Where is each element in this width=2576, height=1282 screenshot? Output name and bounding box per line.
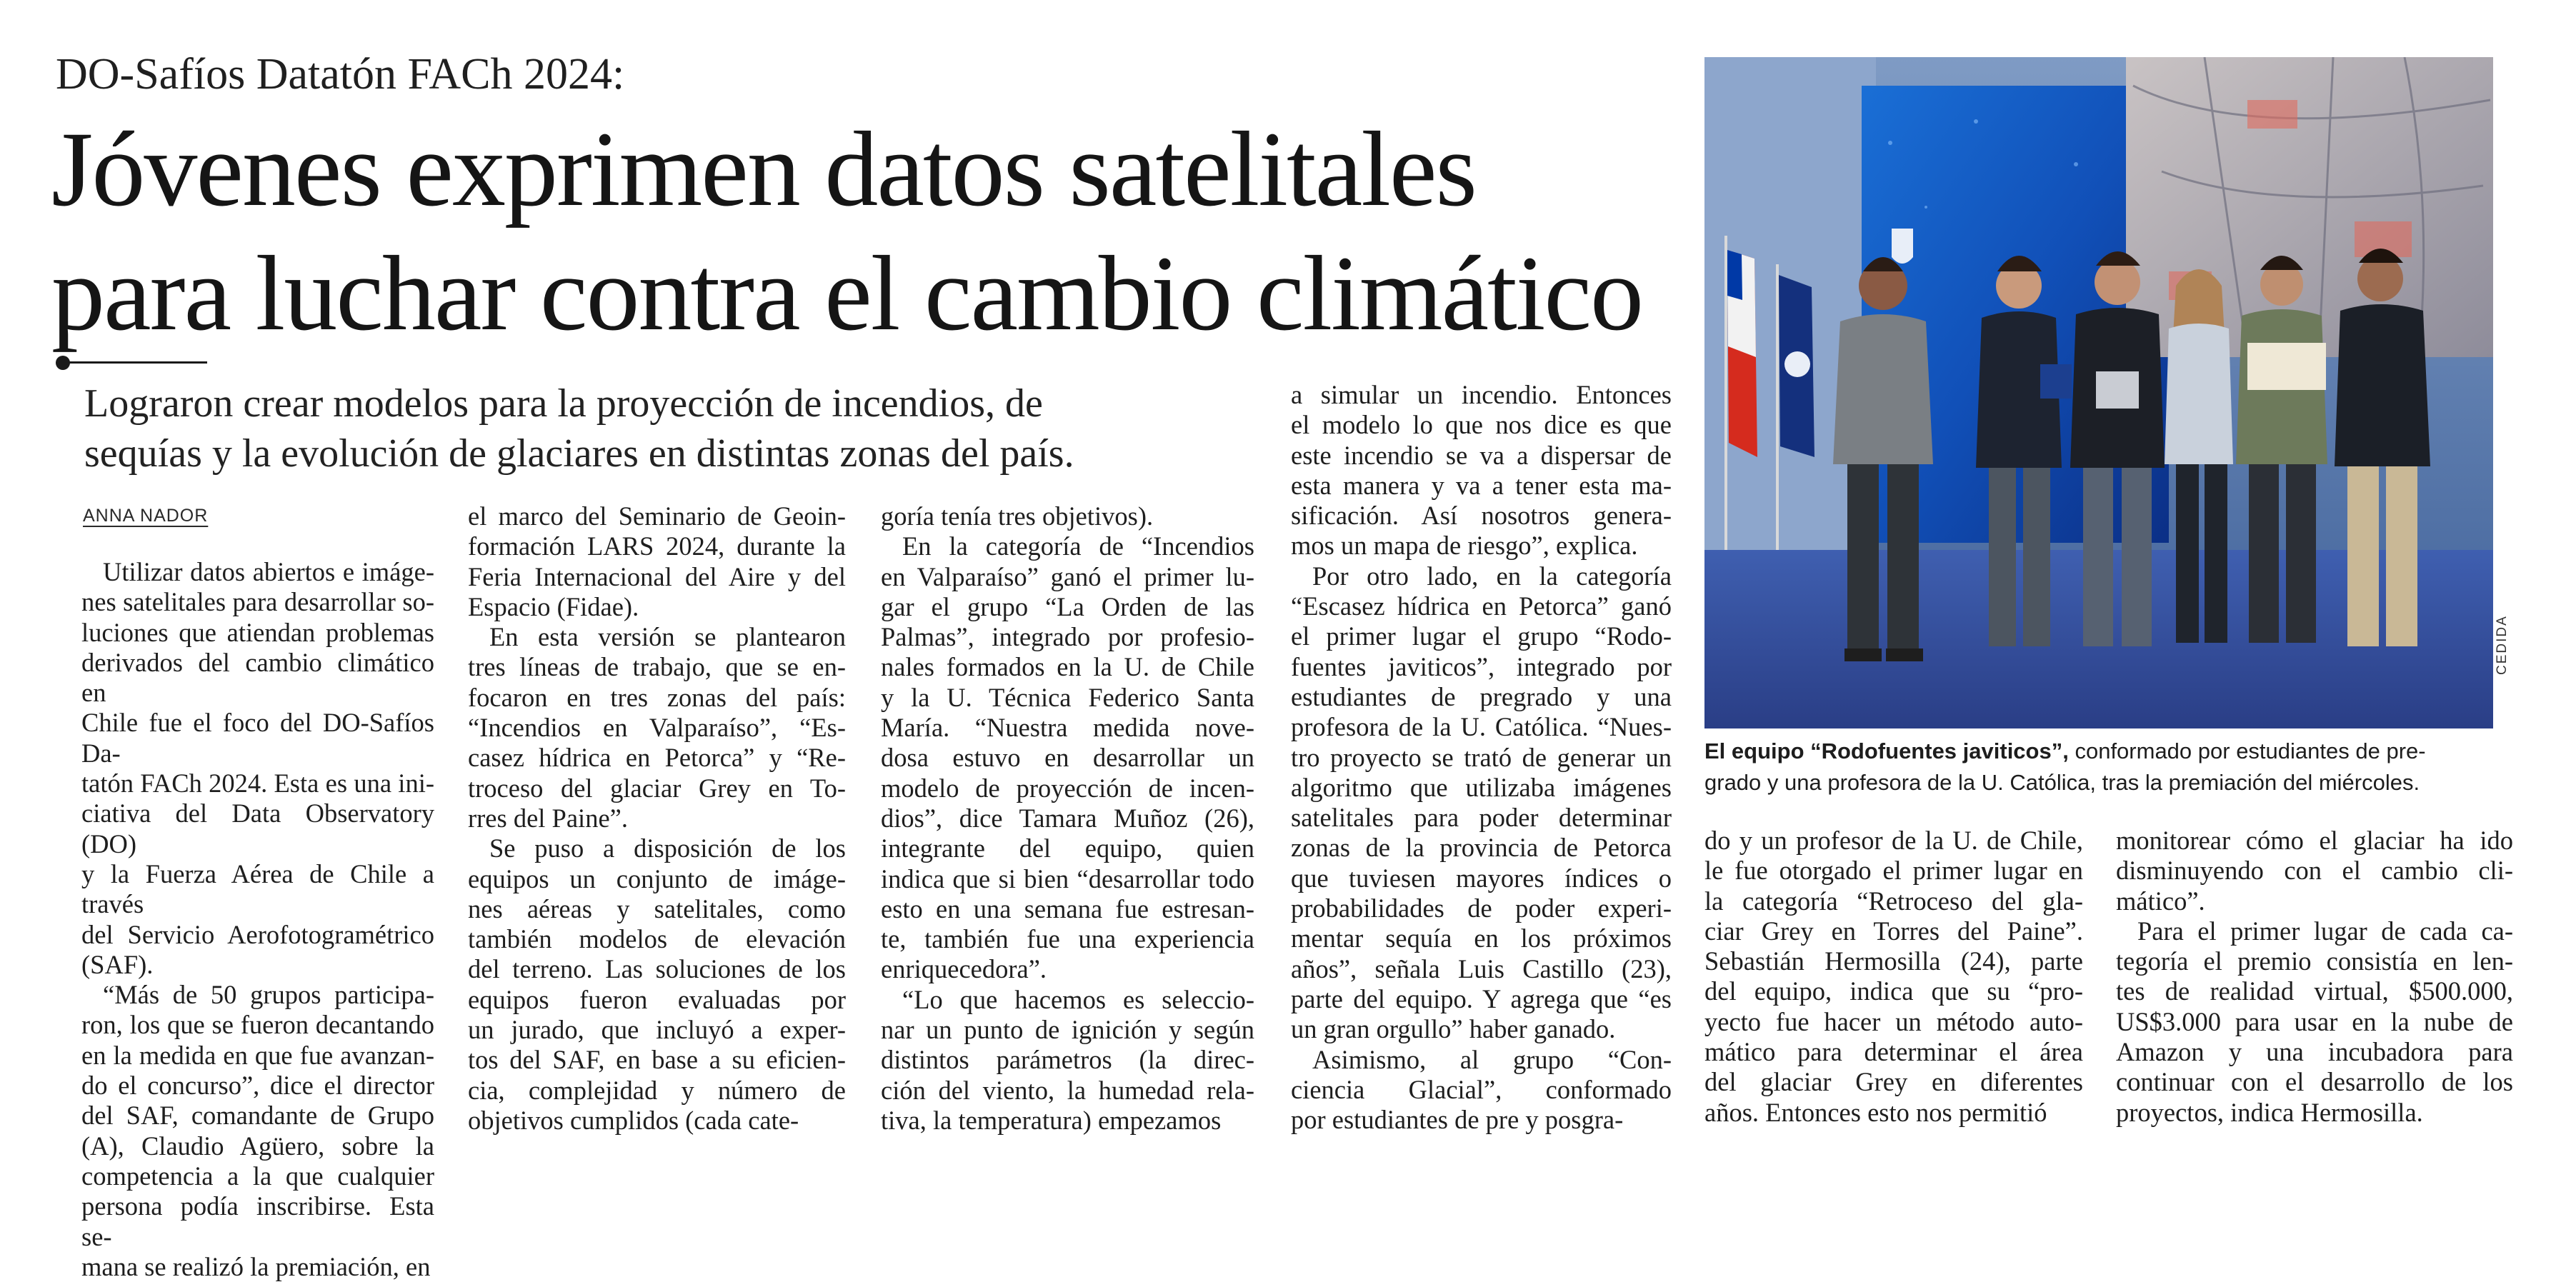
paragraph xyxy=(468,833,846,1136)
text-line: dios”, dice Tamara Muñoz (26), xyxy=(881,803,1254,833)
caption-bold: El equipo “Rodofuentes javiticos”, xyxy=(1704,738,2069,763)
text-line: nes aéreas y satelitales, como xyxy=(468,893,846,923)
text-line: y la U. Técnica Federico Santa xyxy=(881,682,1254,712)
paragraph xyxy=(2116,916,2513,1128)
text-line: tes de realidad virtual, $500.000, xyxy=(2116,976,2513,1006)
text-line: tro proyecto se trató de generar un xyxy=(1291,742,1672,772)
text-line: el modelo lo que nos dice es que xyxy=(1291,410,1672,440)
text-line: mático para determinar el área xyxy=(1704,1037,2083,1067)
text-line: del Servicio Aerofotogramétrico xyxy=(81,919,434,949)
paragraph xyxy=(1291,561,1672,1045)
text-line: do y un profesor de la U. de Chile, xyxy=(1704,826,2083,855)
paragraph xyxy=(881,531,1254,984)
text-line: del SAF, comandante de Grupo xyxy=(81,1101,434,1131)
text-line: profesora de la U. Católica. “Nues- xyxy=(1291,712,1672,742)
text-line: Utilizar datos abiertos e imáge- xyxy=(103,557,434,586)
text-line: yecto fue hacer un método auto- xyxy=(1704,1006,2083,1036)
text-line: la categoría “Retroceso del gla- xyxy=(1704,886,2083,916)
text-line: (SAF). xyxy=(81,949,154,979)
text-line: integrante del equipo, quien xyxy=(881,833,1254,863)
text-line: el marco del Seminario de Geoin- xyxy=(468,501,846,531)
photo-caption xyxy=(1704,736,2497,798)
text-line: indica que si bien “desarrollar todo xyxy=(881,863,1254,893)
text-line: parte del equipo. Y agrega que “es xyxy=(1291,983,1672,1013)
text-line: “Lo que hacemos es seleccio- xyxy=(902,984,1254,1014)
text-line: ción del viento, la humedad rela- xyxy=(881,1075,1254,1105)
text-line: US$3.000 para usar en la nube de xyxy=(2116,1006,2513,1036)
text-line: por estudiantes de pre y posgra- xyxy=(1291,1105,1624,1135)
photo-credit: CEDIDA xyxy=(2495,615,2510,675)
text-line: también modelos de elevación xyxy=(468,924,846,954)
text-column-1 xyxy=(81,557,434,1282)
paragraph xyxy=(1704,826,2083,1128)
text-line: nar un punto de ignición y según xyxy=(881,1015,1254,1045)
text-line: Para el primer lugar de cada ca- xyxy=(2137,916,2513,946)
headline-line: Jóvenes exprimen datos satelitales xyxy=(51,110,1476,229)
photo-illustration xyxy=(1704,57,2493,728)
text-line: esta manera y va a tener esta ma- xyxy=(1291,470,1672,500)
text-line: mos un mapa de riesgo”, explica. xyxy=(1291,531,1638,561)
text-column-4 xyxy=(1291,380,1672,1135)
text-line: “Incendios en Valparaíso”, “Es- xyxy=(468,713,846,743)
text-line: Chile fue el foco del DO-Safíos Da- xyxy=(81,708,434,768)
text-line: un gran orgullo” haber ganado. xyxy=(1291,1014,1616,1044)
text-line: goría tenía tres objetivos). xyxy=(881,501,1154,531)
text-line: formación LARS 2024, durante la xyxy=(468,531,846,561)
text-line: troceso del glaciar Grey en To- xyxy=(468,773,846,803)
text-line: focaron en tres zonas del país: xyxy=(468,682,846,712)
text-column-5 xyxy=(1704,826,2083,1128)
text-line: proyectos, indica Hermosilla. xyxy=(2116,1097,2423,1127)
text-line: (A), Claudio Agüero, sobre la xyxy=(81,1131,434,1161)
text-line: En esta versión se plantearon xyxy=(489,622,846,652)
paragraph xyxy=(468,501,846,622)
text-line: do el concurso”, dice el director xyxy=(81,1071,434,1101)
text-line: Sebastián Hermosilla (24), parte xyxy=(1704,946,2083,976)
text-line: del equipo, indica que su “pro- xyxy=(1704,976,2083,1006)
text-line: derivados del cambio climático en xyxy=(81,647,434,708)
text-line: mana se realizó la premiación, en xyxy=(81,1251,431,1281)
text-line: a simular un incendio. Entonces xyxy=(1291,380,1672,409)
text-line: luciones que atiendan problemas xyxy=(81,617,434,647)
text-line: Se puso a disposición de los xyxy=(489,833,846,863)
team-photo xyxy=(1704,57,2493,728)
text-line: nes satelitales para desarrollar so- xyxy=(81,587,434,617)
text-line: modelo de proyección de incen- xyxy=(881,773,1254,803)
text-line: distintos parámetros (la direc- xyxy=(881,1045,1254,1075)
text-line: María. “Nuestra medida nove- xyxy=(881,713,1254,743)
text-line: cia, complejidad y número de xyxy=(468,1075,846,1105)
text-line: equipos fueron evaluadas por xyxy=(468,984,846,1014)
text-line: Amazon y una incubadora para xyxy=(2116,1037,2513,1067)
text-line: tatón FACh 2024. Esta es una ini- xyxy=(81,768,434,798)
article-kicker: DO-Safíos Datatón FACh 2024: xyxy=(56,50,625,99)
text-line: “Más de 50 grupos participa- xyxy=(103,980,434,1010)
deck-line: Lograron crear modelos para la proyección de incendios, de xyxy=(84,381,1043,426)
text-line: objetivos cumplidos (cada cate- xyxy=(468,1105,799,1135)
text-line: monitorear cómo el glaciar ha ido xyxy=(2116,826,2513,855)
text-line: gar el grupo “La Orden de las xyxy=(881,591,1254,621)
text-line: que tuviesen mayores índices o xyxy=(1291,863,1672,893)
paragraph xyxy=(1291,1045,1672,1136)
article-deck xyxy=(84,379,1270,479)
text-line: ciar Grey en Torres del Paine”. xyxy=(1704,916,2083,946)
headline-line: para luchar contra el cambio climático xyxy=(51,234,1643,353)
paragraph xyxy=(2116,826,2513,916)
text-line: te, también fue una experiencia xyxy=(881,924,1254,954)
rule-dot xyxy=(56,356,70,370)
text-line: Palmas”, integrado por profesio- xyxy=(881,622,1254,652)
text-line: Espacio (Fidae). xyxy=(468,591,639,621)
text-line: mático”. xyxy=(2116,886,2205,916)
caption-line: grado y una profesora de la U. Católica, tras la premiación del miércoles. xyxy=(1704,770,2420,795)
text-line: mentar sequía en los próximos xyxy=(1291,923,1672,953)
paragraph xyxy=(881,501,1254,531)
text-line: Por otro lado, en la categoría xyxy=(1312,561,1672,591)
text-line: probabilidades de poder experi- xyxy=(1291,893,1672,923)
text-line: competencia a la que cualquier xyxy=(81,1161,434,1191)
paragraph xyxy=(881,985,1254,1136)
text-line: años. Entonces esto nos permitió xyxy=(1704,1097,2047,1127)
paragraph xyxy=(468,622,846,833)
deck-line: sequías y la evolución de glaciares en distintas zonas del país. xyxy=(84,431,1074,476)
text-line: fuentes javiticos”, integrado por xyxy=(1291,651,1672,681)
text-line: Asimismo, al grupo “Con- xyxy=(1312,1044,1672,1074)
text-line: nales formados en la U. de Chile xyxy=(881,652,1254,682)
text-line: “Escasez hídrica en Petorca” ganó xyxy=(1291,591,1672,621)
text-line: rres del Paine”. xyxy=(468,803,628,833)
text-line: equipos un conjunto de imáge- xyxy=(468,863,846,893)
text-line: del terreno. Las soluciones de los xyxy=(468,954,846,984)
text-line: ciativa del Data Observatory (DO) xyxy=(81,798,434,858)
text-line: sificación. Así nosotros genera- xyxy=(1291,501,1672,531)
text-line: enriquecedora”. xyxy=(881,954,1047,984)
text-line: tres líneas de trabajo, que se en- xyxy=(468,652,846,682)
article-headline xyxy=(51,107,1694,356)
paragraph xyxy=(81,557,434,980)
text-line: Feria Internacional del Aire y del xyxy=(468,561,846,591)
text-line: del glaciar Grey en diferentes xyxy=(1704,1067,2083,1097)
text-line: continuar con el desarrollo de los xyxy=(2116,1067,2513,1097)
text-line: casez hídrica en Petorca” y “Re- xyxy=(468,743,846,773)
paragraph xyxy=(81,980,434,1282)
text-line: esto en una semana fue estresan- xyxy=(881,893,1254,923)
text-line: En la categoría de “Incendios xyxy=(902,531,1254,561)
text-line: en la medida en que fue avanzan- xyxy=(81,1040,434,1070)
text-line: ron, los que se fueron decantando xyxy=(81,1010,434,1040)
text-line: tiva, la temperatura) empezamos xyxy=(881,1105,1222,1135)
text-line: un jurado, que incluyó a exper- xyxy=(468,1015,846,1045)
text-line: años”, señala Luis Castillo (23), xyxy=(1291,953,1672,983)
text-line: algoritmo que utilizaba imágenes xyxy=(1291,772,1672,802)
caption-text: conformado por estudiantes de pre- xyxy=(2068,738,2426,763)
text-line: disminuyendo con el cambio cli- xyxy=(2116,856,2513,886)
text-line: tos del SAF, en base a su eficien- xyxy=(468,1045,846,1075)
caption-line xyxy=(1704,736,2497,767)
divider-rule xyxy=(69,361,207,364)
paragraph xyxy=(1291,380,1672,561)
text-line: ciencia Glacial”, conformado xyxy=(1291,1074,1672,1104)
text-column-2 xyxy=(468,501,846,1136)
text-column-3 xyxy=(881,501,1254,1136)
text-line: estudiantes de pregrado y una xyxy=(1291,681,1672,711)
text-line: zonas de la provincia de Petorca xyxy=(1291,833,1672,863)
text-line: este incendio se va a dispersar de xyxy=(1291,440,1672,470)
text-line: persona podía inscribirse. Esta se- xyxy=(81,1191,434,1251)
text-column-6 xyxy=(2116,826,2513,1128)
text-line: satelitales para poder determinar xyxy=(1291,803,1672,833)
text-line: dosa estuvo en desarrollar un xyxy=(881,743,1254,773)
text-line: en Valparaíso” ganó el primer lu- xyxy=(881,561,1254,591)
text-line: tegoría el premio consistía en len- xyxy=(2116,946,2513,976)
byline: ANNA NADOR xyxy=(83,506,209,526)
text-line: le fue otorgado el primer lugar en xyxy=(1704,856,2083,886)
text-line: el primer lugar el grupo “Rodo- xyxy=(1291,621,1672,651)
text-line: y la Fuerza Aérea de Chile a través xyxy=(81,858,434,919)
